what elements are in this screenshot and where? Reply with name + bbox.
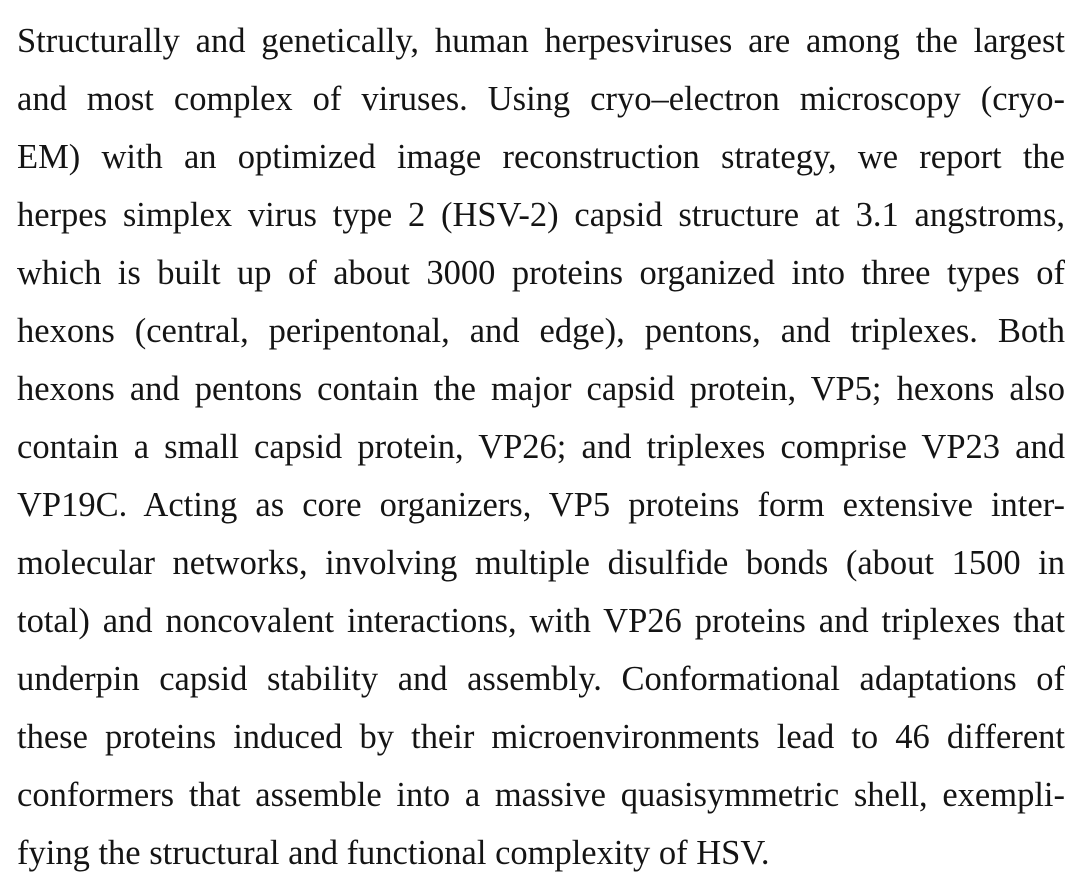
abstract-line: hexons (central, peripentonal, and edge), pentons, and triplexes. Both xyxy=(17,312,1065,350)
abstract-line: fying the structural and functional complexity of HSV. xyxy=(17,834,770,872)
abstract-line: VP19C. Acting as core organizers, VP5 proteins form extensive inter- xyxy=(17,486,1065,524)
abstract-line: which is built up of about 3000 proteins organized into three types of xyxy=(17,254,1065,292)
abstract-line: molecular networks, involving multiple disulfide bonds (about 1500 in xyxy=(17,544,1065,582)
abstract-line: EM) with an optimized image reconstruction strategy, we report the xyxy=(17,138,1065,176)
abstract-line: total) and noncovalent interactions, with VP26 proteins and triplexes that xyxy=(17,602,1065,640)
abstract-line: underpin capsid stability and assembly. Conformational adaptations of xyxy=(17,660,1065,698)
abstract-line: hexons and pentons contain the major capsid protein, VP5; hexons also xyxy=(17,370,1065,408)
abstract-paragraph xyxy=(17,12,1065,882)
abstract-line: Structurally and genetically, human herpesviruses are among the largest xyxy=(17,22,1065,60)
abstract-line: these proteins induced by their microenvironments lead to 46 different xyxy=(17,718,1065,756)
abstract-line: contain a small capsid protein, VP26; and triplexes comprise VP23 and xyxy=(17,428,1065,466)
abstract-line: and most complex of viruses. Using cryo–electron microscopy (cryo- xyxy=(17,80,1065,118)
abstract-line: herpes simplex virus type 2 (HSV-2) capsid structure at 3.1 angstroms, xyxy=(17,196,1065,234)
abstract-line: conformers that assemble into a massive quasisymmetric shell, exempli- xyxy=(17,776,1065,814)
